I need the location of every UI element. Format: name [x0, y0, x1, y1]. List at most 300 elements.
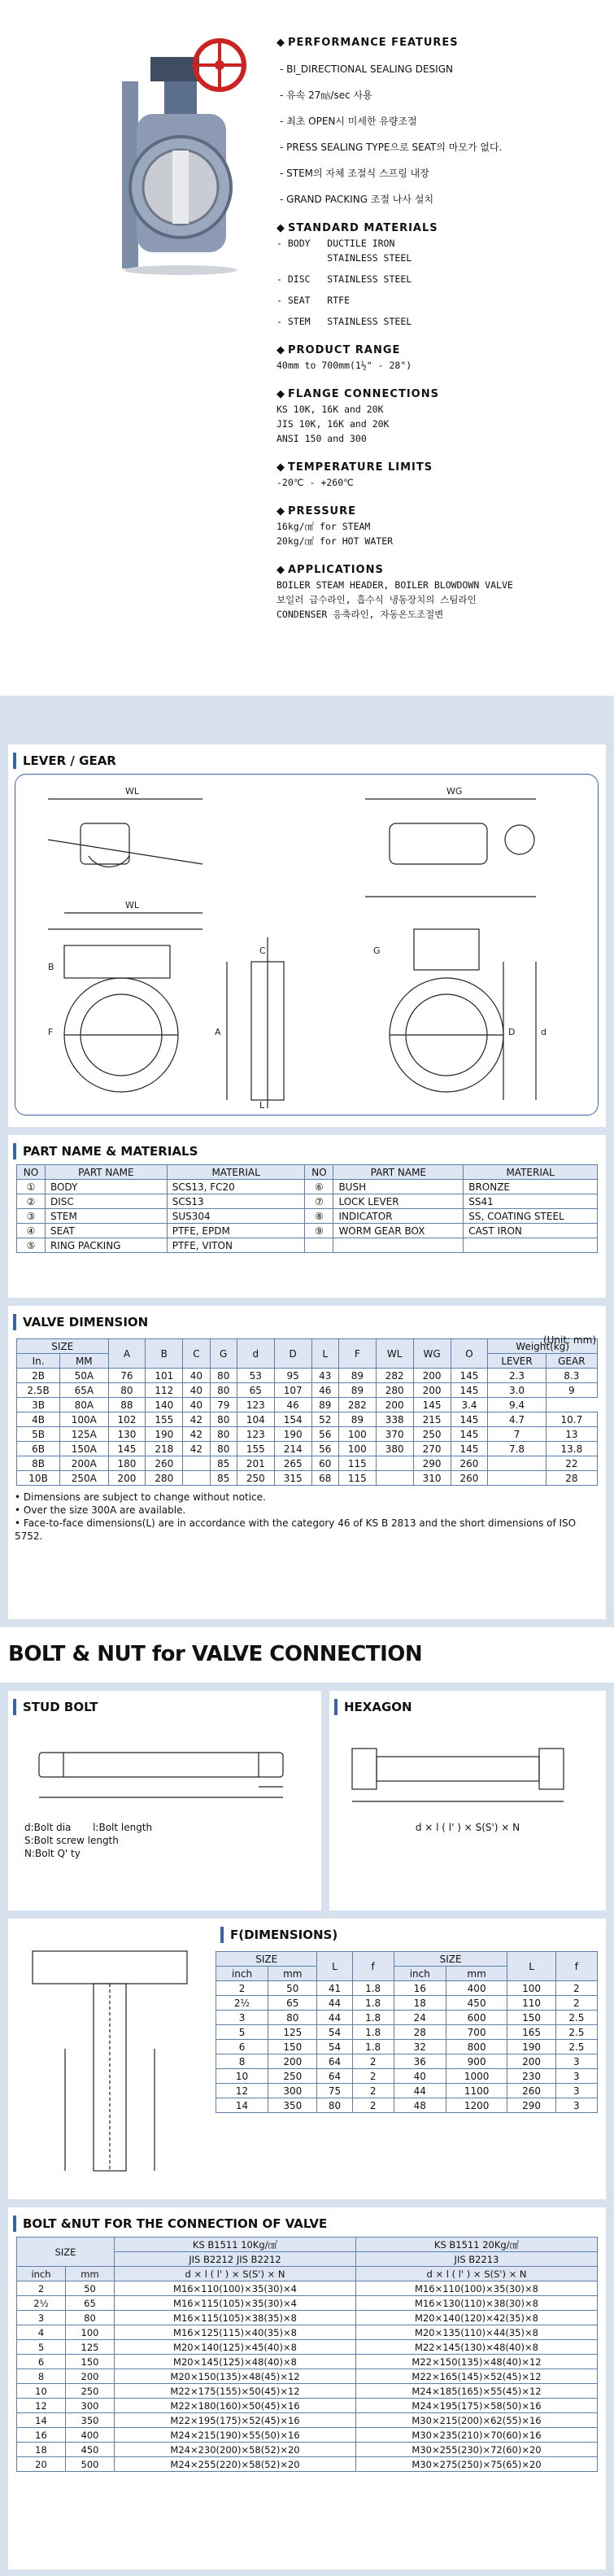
spec-item: ANSI 150 and 300 [277, 433, 367, 444]
table-cell: 54 [317, 2040, 352, 2054]
table-cell: 3.0 [488, 1383, 546, 1398]
table-cell: 89 [338, 1412, 376, 1427]
table-cell: 2.5 [555, 2040, 597, 2054]
table-header: In. [17, 1354, 60, 1369]
table-cell: 282 [376, 1369, 413, 1383]
table-cell: 80 [66, 2311, 115, 2325]
table-row [17, 2369, 598, 2384]
table-cell: 2½ [216, 1996, 268, 2011]
table-cell: 230 [507, 2069, 555, 2084]
dim-label: C [259, 945, 266, 956]
table-cell: 65 [66, 2296, 115, 2311]
table-cell: M16×130(110)×38(30)×8 [356, 2296, 598, 2311]
table-row [17, 1471, 598, 1486]
table-cell: 201 [237, 1456, 274, 1471]
hexagon-formula: d × l ( l' ) × S(S') × N [415, 1822, 520, 1833]
table-cell: 150 [268, 2040, 317, 2054]
table-cell: 350 [66, 2413, 115, 2428]
spec-item: -20℃ - +260℃ [277, 477, 355, 488]
table-header: inch [216, 1967, 268, 1981]
table-row [17, 2325, 598, 2340]
table-cell: 10 [216, 2069, 268, 2084]
table-cell: 2 [352, 2098, 394, 2113]
table-cell: 165 [507, 2025, 555, 2040]
stud-bolt-panel [8, 1691, 321, 1910]
table-cell: 900 [446, 2054, 507, 2069]
table-cell: 200 [507, 2054, 555, 2069]
lever-gear-panel [8, 744, 606, 1127]
table-cell: 190 [274, 1427, 311, 1442]
table-cell: 104 [237, 1412, 274, 1427]
table-cell: 260 [451, 1471, 488, 1486]
table-cell: 2 [555, 1996, 597, 2011]
table-cell: 350 [268, 2098, 317, 2113]
bolt-nut-banner [0, 1627, 614, 1683]
table-row [216, 2098, 598, 2113]
table-cell: ⑤ [17, 1238, 46, 1253]
applications-section [277, 563, 602, 622]
table-cell: M24×255(220)×58(52)×20 [115, 2457, 356, 2472]
table-header: B [146, 1339, 183, 1369]
table-cell: 65 [237, 1383, 274, 1398]
pressure-section [277, 504, 602, 548]
table-header: F [338, 1339, 376, 1369]
table-row [17, 2238, 598, 2252]
table-cell: 115 [338, 1456, 376, 1471]
table-cell [376, 1456, 413, 1471]
table-cell: 100 [66, 2325, 115, 2340]
stud-bolt-title: STUD BOLT [13, 1699, 321, 1715]
table-header: A [108, 1339, 146, 1369]
flange-heading: ◆ FLANGE CONNECTIONS [277, 387, 602, 402]
hexagon-bolt-drawing [336, 1720, 596, 1818]
table-cell: 125 [66, 2340, 115, 2355]
table-cell: M20×140(120)×42(35)×8 [356, 2311, 598, 2325]
table-row [17, 2267, 598, 2281]
table-cell: 3 [216, 2011, 268, 2025]
table-cell: 4 [17, 2325, 66, 2340]
table-cell: 338 [376, 1412, 413, 1427]
table-cell: 280 [146, 1471, 183, 1486]
table-row [17, 1369, 598, 1383]
table-cell: 102 [108, 1412, 146, 1427]
table-cell: 3 [555, 2054, 597, 2069]
table-cell [333, 1238, 464, 1253]
connection-panel [8, 2207, 606, 2569]
table-cell: 2.5 [555, 2011, 597, 2025]
table-cell: M20×140(125)×45(40)×8 [115, 2340, 356, 2355]
stud-bolt-legend [24, 1821, 321, 1860]
table-header: L [311, 1339, 338, 1369]
table-cell: DISC [45, 1194, 167, 1209]
spec-item: - BODY DUCTILE IRON [277, 238, 395, 249]
table-cell: M30×275(250)×75(65)×20 [356, 2457, 598, 2472]
table-cell: 16 [394, 1981, 446, 1996]
table-cell: M20×150(135)×48(45)×12 [115, 2369, 356, 2384]
table-cell: 2 [352, 2084, 394, 2098]
table-cell: 150 [507, 2011, 555, 2025]
table-cell: 180 [108, 1456, 146, 1471]
dim-label: WG [446, 786, 463, 797]
table-cell: 22 [546, 1456, 597, 1471]
table-cell: M16×110(100)×35(30)×4 [115, 2281, 356, 2296]
table-cell: 89 [338, 1369, 376, 1383]
note-line: • Over the size 300A are available. [15, 1504, 186, 1516]
lever-gear-title: LEVER / GEAR [13, 753, 606, 769]
stud-bolt-drawing [15, 1720, 316, 1818]
table-cell: 54 [317, 2025, 352, 2040]
table-cell: BUSH [333, 1180, 464, 1194]
spec-item: - STEM STAINLESS STEEL [277, 316, 412, 327]
table-cell: 4.7 [488, 1412, 546, 1427]
table-cell: SCS13 [167, 1194, 305, 1209]
table-cell: 380 [376, 1442, 413, 1456]
table-header: L [507, 1952, 555, 1981]
table-cell: 18 [17, 2443, 66, 2457]
table-cell: PTFE, EPDM [167, 1224, 305, 1238]
table-cell: 9.4 [488, 1398, 546, 1412]
table-cell: 214 [274, 1442, 311, 1456]
table-header: LEVER [488, 1354, 546, 1369]
table-cell: 370 [376, 1427, 413, 1442]
table-cell: 8B [17, 1456, 60, 1471]
table-cell: 155 [146, 1412, 183, 1427]
valve-dimension-panel [8, 1306, 606, 1619]
table-cell: 145 [451, 1427, 488, 1442]
table-row [216, 2069, 598, 2084]
table-cell: 3 [555, 2069, 597, 2084]
table-cell: 2 [352, 2054, 394, 2069]
unit-label: (Unit: mm) [542, 1334, 596, 1346]
table-cell: M20×145(125)×48(40)×8 [115, 2355, 356, 2369]
table-cell: 265 [274, 1456, 311, 1471]
table-cell [488, 1471, 546, 1486]
butterfly-valve-photo [89, 33, 256, 277]
table-cell: M24×230(200)×58(52)×20 [115, 2443, 356, 2457]
dim-label: WL [125, 900, 140, 910]
range-section [277, 343, 602, 373]
table-cell: 260 [451, 1456, 488, 1471]
performance-heading: ◆ PERFORMANCE FEATURES [277, 36, 602, 50]
table-cell: M16×115(105)×35(30)×4 [115, 2296, 356, 2311]
table-cell: 65A [60, 1383, 108, 1398]
table-row [216, 2011, 598, 2025]
table-row [216, 2084, 598, 2098]
table-cell: 56 [311, 1442, 338, 1456]
table-row [216, 2025, 598, 2040]
table-cell: 200 [268, 2054, 317, 2069]
table-cell: M20×135(110)×44(35)×8 [356, 2325, 598, 2340]
table-cell: 150A [60, 1442, 108, 1456]
table-cell: 282 [338, 1398, 376, 1412]
table-cell: 76 [108, 1369, 146, 1383]
table-cell: 1.8 [352, 2025, 394, 2040]
table-cell: 40 [394, 2069, 446, 2084]
table-cell: 75 [317, 2084, 352, 2098]
table-cell: 80 [210, 1412, 237, 1427]
table-row [17, 1339, 598, 1354]
table-cell: 2 [352, 2069, 394, 2084]
valve-dimension-table [16, 1338, 598, 1486]
table-cell: 250 [237, 1471, 274, 1486]
table-cell: 10B [17, 1471, 60, 1486]
table-row [17, 2428, 598, 2443]
table-cell: 2 [555, 1981, 597, 1996]
table-cell: 46 [274, 1398, 311, 1412]
table-cell [183, 1456, 210, 1471]
table-cell: ⑨ [305, 1224, 333, 1238]
table-header: PART NAME [333, 1165, 464, 1180]
table-cell: SS41 [464, 1194, 598, 1209]
table-cell: 5 [216, 2025, 268, 2040]
table-row [216, 2040, 598, 2054]
table-row [17, 1412, 598, 1427]
table-cell: 79 [210, 1398, 237, 1412]
table-row [17, 1238, 598, 1253]
dim-label: A [215, 1027, 221, 1037]
table-cell: LOCK LEVER [333, 1194, 464, 1209]
table-row [17, 1165, 598, 1180]
spec-item: JIS 10K, 16K and 20K [277, 418, 390, 430]
table-cell: 290 [507, 2098, 555, 2113]
valve-technical-drawing [15, 775, 599, 1116]
table-cell: 2½ [17, 2296, 66, 2311]
table-cell: 40 [183, 1398, 210, 1412]
dim-label: L [259, 1100, 265, 1111]
table-cell: 130 [108, 1427, 146, 1442]
table-header: Weight(kg) [488, 1339, 598, 1354]
f-dimensions-table-wrap [216, 1919, 598, 2113]
applications-heading: ◆ APPLICATIONS [277, 563, 602, 578]
table-cell: 52 [311, 1412, 338, 1427]
dim-label: G [373, 945, 381, 956]
table-row [216, 1952, 598, 1967]
table-row [17, 1209, 598, 1224]
table-cell: 100 [338, 1427, 376, 1442]
table-cell: SEAT [45, 1224, 167, 1238]
table-header: inch [394, 1967, 446, 1981]
f-dimensions-panel [8, 1919, 606, 2199]
flange-section [277, 387, 602, 446]
table-cell: 20 [17, 2457, 66, 2472]
table-cell: 6 [216, 2040, 268, 2054]
table-cell: 290 [413, 1456, 451, 1471]
table-cell: 200 [108, 1471, 146, 1486]
table-cell: 145 [451, 1442, 488, 1456]
table-cell: 80 [210, 1383, 237, 1398]
spec-item: - BI_DIRECTIONAL SEALING DESIGN [280, 63, 453, 75]
table-cell: 2 [17, 2281, 66, 2296]
table-header: NO [17, 1165, 46, 1180]
table-cell: BODY [45, 1180, 167, 1194]
table-cell: M30×235(210)×70(60)×16 [356, 2428, 598, 2443]
table-cell: 2.5 [555, 2025, 597, 2040]
table-cell: 28 [394, 2025, 446, 2040]
table-cell: 250 [66, 2384, 115, 2399]
table-cell: M16×115(105)×38(35)×8 [115, 2311, 356, 2325]
spec-item: KS 10K, 16K and 20K [277, 404, 384, 415]
spec-item: - GRAND PACKING 조절 나사 설치 [280, 194, 434, 205]
legend-line: d:Bolt dia l:Bolt length [24, 1822, 153, 1833]
table-cell: 1200 [446, 2098, 507, 2113]
table-cell: ① [17, 1180, 46, 1194]
table-cell: 145 [451, 1369, 488, 1383]
hexagon-panel [329, 1691, 606, 1910]
table-cell: 80 [210, 1442, 237, 1456]
table-header: f [555, 1952, 597, 1981]
table-cell: 16 [17, 2428, 66, 2443]
table-cell: M22×150(135)×48(40)×12 [356, 2355, 598, 2369]
table-cell: 53 [237, 1369, 274, 1383]
table-cell: 110 [507, 1996, 555, 2011]
table-cell: M24×215(190)×55(50)×16 [115, 2428, 356, 2443]
spec-list [277, 36, 602, 636]
table-header: f [352, 1952, 394, 1981]
table-cell [376, 1471, 413, 1486]
table-cell: 145 [413, 1398, 451, 1412]
table-cell: M16×110(100)×35(30)×8 [356, 2281, 598, 2296]
table-cell: 32 [394, 2040, 446, 2054]
table-cell: 56 [311, 1427, 338, 1442]
table-cell: 145 [451, 1412, 488, 1427]
table-cell: M22×145(130)×48(40)×8 [356, 2340, 598, 2355]
table-header: WL [376, 1339, 413, 1369]
table-row [17, 1194, 598, 1209]
table-cell: 100 [507, 1981, 555, 1996]
table-cell: 125A [60, 1427, 108, 1442]
table-cell: 600 [446, 2011, 507, 2025]
table-cell: 60 [311, 1456, 338, 1471]
table-row [17, 2311, 598, 2325]
table-cell: 6B [17, 1442, 60, 1456]
table-header: d [237, 1339, 274, 1369]
table-cell: 100 [338, 1442, 376, 1456]
table-cell: M22×175(155)×50(45)×12 [115, 2384, 356, 2399]
table-cell: 250A [60, 1471, 108, 1486]
parts-table [16, 1164, 598, 1253]
legend-line: S:Bolt screw length [24, 1835, 119, 1846]
table-cell: 8.3 [546, 1369, 597, 1383]
table-cell: 200 [413, 1383, 451, 1398]
table-header: C [183, 1339, 210, 1369]
connection-title: BOLT &NUT FOR THE CONNECTION OF VALVE [13, 2216, 606, 2232]
table-cell: 41 [317, 1981, 352, 1996]
spec-item: - 유속 27㎧/sec 사용 [280, 90, 372, 101]
parts-panel [8, 1135, 606, 1298]
table-cell: 46 [311, 1383, 338, 1398]
table-cell: M30×215(200)×62(55)×16 [356, 2413, 598, 2428]
bolt-nut-banner-title: BOLT & NUT for VALVE CONNECTION [8, 1642, 423, 1666]
table-header: G [210, 1339, 237, 1369]
table-cell: 200 [66, 2369, 115, 2384]
f-dimensions-table [216, 1951, 598, 2113]
table-cell: ④ [17, 1224, 46, 1238]
table-cell: 500 [66, 2457, 115, 2472]
table-cell: 9 [546, 1383, 597, 1398]
spec-item: - STEM의 자체 조절식 스프링 내장 [280, 168, 429, 179]
table-cell: 1.8 [352, 1981, 394, 1996]
table-cell: 145 [108, 1442, 146, 1456]
spec-item: 40mm to 700mm(1½" - 28") [277, 360, 412, 371]
table-cell: 315 [274, 1471, 311, 1486]
table-row [17, 2281, 598, 2296]
table-cell: 190 [146, 1427, 183, 1442]
table-cell: 6 [17, 2355, 66, 2369]
table-cell: 3 [17, 2311, 66, 2325]
table-cell: 80 [210, 1369, 237, 1383]
table-header: L [317, 1952, 352, 1981]
dim-label: F [48, 1027, 54, 1037]
dim-label: d [541, 1027, 547, 1037]
table-row [17, 2384, 598, 2399]
table-header: GEAR [546, 1354, 597, 1369]
table-cell: ③ [17, 1209, 46, 1224]
table-cell: 3.4 [451, 1398, 488, 1412]
table-cell: 300 [66, 2399, 115, 2413]
table-cell: 28 [546, 1471, 597, 1486]
lever-gear-drawing [15, 774, 599, 1116]
table-cell: ⑧ [305, 1209, 333, 1224]
table-header: d × l ( l' ) × S(S') × N [115, 2267, 356, 2281]
table-row [17, 1383, 598, 1398]
table-cell: 10 [17, 2384, 66, 2399]
table-cell: M22×180(160)×50(45)×16 [115, 2399, 356, 2413]
table-cell: 250 [268, 2069, 317, 2084]
table-cell: 107 [274, 1383, 311, 1398]
table-header: MATERIAL [167, 1165, 305, 1180]
table-cell [183, 1471, 210, 1486]
table-cell: 200A [60, 1456, 108, 1471]
table-cell [464, 1238, 598, 1253]
table-cell: 95 [274, 1369, 311, 1383]
table-row [216, 1981, 598, 1996]
note-line: • Dimensions are subject to change without notice. [15, 1491, 266, 1503]
table-cell: M24×195(175)×58(50)×16 [356, 2399, 598, 2413]
table-cell [305, 1238, 333, 1253]
table-header: SIZE [394, 1952, 507, 1967]
table-cell: 50 [66, 2281, 115, 2296]
table-cell: 12 [216, 2084, 268, 2098]
table-cell: 1100 [446, 2084, 507, 2098]
table-cell: 80 [317, 2098, 352, 2113]
spec-item: - PRESS SEALING TYPE으로 SEAT의 마모가 없다. [280, 142, 503, 153]
temp-section [277, 461, 602, 490]
table-row [17, 1427, 598, 1442]
spec-item: - SEAT RTFE [277, 295, 351, 306]
dim-label: B [48, 962, 54, 972]
table-cell: 100A [60, 1412, 108, 1427]
table-cell: 123 [237, 1398, 274, 1412]
table-cell: 44 [394, 2084, 446, 2098]
table-row [17, 2296, 598, 2311]
performance-section [277, 36, 602, 207]
table-cell: 13 [546, 1427, 597, 1442]
table-cell: 50 [268, 1981, 317, 1996]
f-dimensions-title: F(DIMENSIONS) [220, 1927, 598, 1943]
table-cell: 260 [146, 1456, 183, 1471]
spec-item: CONDENSER 응축라인, 자동온도조절변 [277, 609, 444, 620]
table-cell: 7.8 [488, 1442, 546, 1456]
table-cell: 115 [338, 1471, 376, 1486]
table-cell: PTFE, VITON [167, 1238, 305, 1253]
note-line: • Face-to-face dimensions(L) are in accordance with the category 46 of KS B 2813 and the short dimensions of ISO 5752. [15, 1517, 577, 1542]
flange-valve-drawing [16, 1935, 203, 2179]
table-cell: 80 [268, 2011, 317, 2025]
table-cell: 400 [66, 2428, 115, 2443]
table-cell: SS, COATING STEEL [464, 1209, 598, 1224]
table-cell: 43 [311, 1369, 338, 1383]
table-row [17, 2355, 598, 2369]
